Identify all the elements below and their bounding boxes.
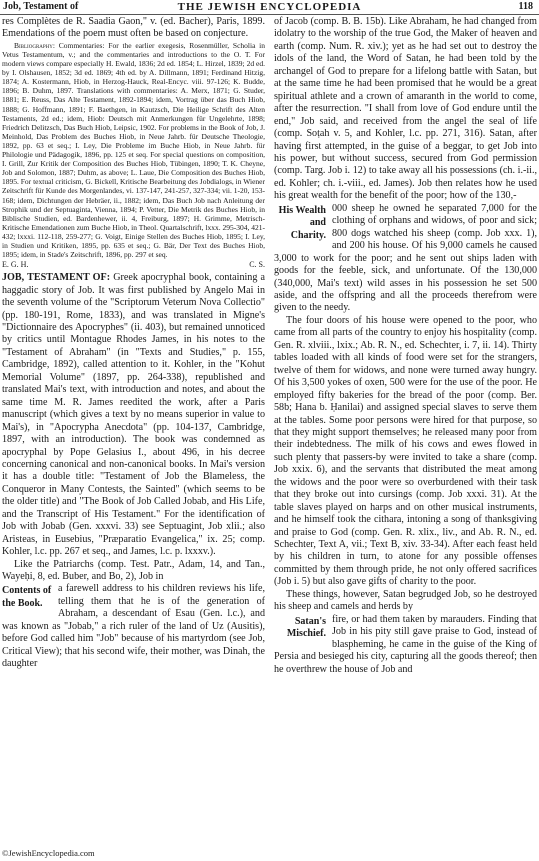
- page-header: [0, 0, 539, 14]
- signature-initials-left: E. G. H.: [2, 260, 29, 270]
- right-paragraph-4-end: fire, or had them taken by marauders. Finding that Job in his pity still gave praise to God, instead of blaspheming, he came in the guise of the King of Persia and besieged his city, capturing all the goods thereof; then he overthrew the house of Job and: [274, 613, 537, 675]
- left-column: [2, 16, 265, 671]
- right-paragraph-1: of Jacob (comp. B. B. 15b). Like Abraham, he had changed from idolatry to the worship of the true God, the Maker of heaven and earth (comp. Num. R. xiv.); yet as he had set out to destroy the idols of the land, the Word of Satan, he had been told by the archangel of God to prepare for a lifelong battle with Satan, but at the same time he had been promised that he would be a great spiritual athlete and a crown of amaranth in the world to come, after the resurrection. "I shall from love of God endure until the end," Job said, and received from the angel the seal of life (comp. Soṭah v. 5, and Kohler, l.c. pp. 271, 316). Satan, after having first attempted, in the guise of a beggar, to get Job into his power, but without success, secured from God permission (comp. Targ. Job i. 12) to take away all his possessions (ch. i.-ii., ed. Kohler; ch. i.-viii., ed. James). Job then relates how he used his great wealth for the benefit of the poor; how of the 130,-: [274, 16, 537, 202]
- right-paragraph-4-start: These things, however, Satan begrudged Job, so he destroyed his sheep and camels and herds by: [274, 588, 537, 613]
- article-opening-paragraph: [2, 272, 265, 558]
- right-paragraph-3: The four doors of his house were opened to the poor, who came from all parts of the country to enjoy his hospitality (comp. Gen. R. xlviii., lxix.; Ab. R. N., ed. Schechter, i. 7, ii. 14). Thirty tables loaded with all kinds of food were set for the strangers, twelve of them for widows, and none were turned away hungry. Of his 3,500 yokes of oxen, 500 were for the use of the poor. He employed fifty bakeries for the bread of the poor (comp. Ber. 58b; Hana b. Ḥanilai) and assigned special slaves to serve them at the tables. Some poor persons were hired for that purpose, so that they might support themselves; he released many poor from their indebtedness. The milk of his cows and ewes flowed in such plenty that passers-by were invited to take a share (comp. Job xxix. 6), and the servants that distributed the meat among the widows and the poor were so overburdened with their task that they broke out into cursings (comp. Job xxxi. 31). At the table slaves played on harps and on other musical instruments, and he himself took the cithara, intoning a song of thanksgiving and praise to God (comp. Gen. R. xlix., liv., and Ab. R. N., ed. Schechter, Text A, vii.; Text B, xiv. 33-34). After each feast held by his children in turn, to atone for any possible offenses committed by them through pride, he not only offered sacrifices (Job i. 5) but also gave gifts of charity to the poor.: [274, 314, 537, 588]
- publication-title: THE JEWISH ENCYCLOPEDIA: [177, 1, 362, 13]
- article-paragraph-1: Greek apocryphal book, containing a haggadic story of Job. It was first published by Angelo Mai in the seventh volume of the "Scriptorum Veterum Nova Collectio" (pp. 180-191, Rome, 1833), and was translated in Migne's "Dictionnaire des Apocryphes" (ii. 403), but remained unnoticed by critics until Montague Rhodes James, in his notes to the "Testament of Abraham" (in "Texts and Studies," p. 155, Cambridge, 1892), called attention to it. Kohler, in the "Kohut Memorial Volume" (1897, pp. 264-338), republished and translated Mai's text, with introduction and notes, and about the same time M. R. James reedited the work, after a Paris manuscript (which gives a text by no means superior in value to Mai's), in "Apocrypha Anecdota" (pp. 104-137, Cambridge, 1897, with an introduction). The book was condemned as apocryphal by Pope Gelasius I., about 496, in his decree concerning canonical and non-canonical books. In Mai's version it has a double title: "Testament of Job the Blameless, the Conqueror in Many Contests, the Sainted" (which seems to be the older title) and "The Book of Job Called Jobab, and His Life, and the Transcript of His Testament." For the identification of Job with Jobab (Gen. xxxvi. 33) see Septuagint, Job xlii.; also Aristeas, in Eusebius, "Præparatio Evangelica," ix. 25; comp. Kohler, l.c. pp. 267 et seq., and James, l.c. p. lxxxv.).: [2, 272, 266, 558]
- header-rule: [0, 14, 539, 15]
- sidenote-his-wealth-and-charity: His Wealth and Charity.: [278, 204, 326, 241]
- article-paragraph-2-end: a farewell address to his children reviews his life, telling them that he is of the generation of Abraham, a descendant of Esau (Gen. l.c.), and was known as "Jobab," a rich ruler of the land of Uz (Ausitis), before God called him "Job" because of his martyrdom (see Job, Critical View); that his second wife, their mother, was Dinah, the daughter: [2, 583, 265, 670]
- bibliography: [2, 41, 265, 259]
- sidenote-contents-of-the-book: Contents of the Book.: [2, 585, 52, 609]
- right-paragraph-2: 000 sheep he owned he separated 7,000 for the clothing of orphans and widows, of poor and sick; 800 dogs watched his sheep (comp. Job xxx. 1), and 200 his house. Of his 9,000 camels he caused 3,000 to work for the poor; and he sent out ships laden with goods for the feeble, sick, and unfortunate. Of the 130,000 (340,000, Mai's text) wild asses in his possession he set 500 aside, and the offspring and all the proceeds therefrom were given to the needy.: [274, 202, 537, 314]
- signature-initials-right: C. S.: [249, 260, 265, 270]
- article-paragraph-2-start: Like the Patriarchs (comp. Test. Patr., Adam, 14, and Tan., Wayeḥi, 8, ed. Buber, and Bo, 2), Job in: [2, 558, 265, 583]
- page-number: 118: [518, 1, 533, 12]
- running-head-title: Job, Testament of: [3, 1, 79, 12]
- footer-copyright: ©JewishEncyclopedia.com: [2, 848, 95, 858]
- sidenote-satans-mischief: Satan's Mischief.: [286, 615, 326, 640]
- bibliography-label: Bibliography:: [14, 40, 55, 50]
- article-title: JOB, TESTAMENT OF:: [2, 272, 111, 284]
- right-column: [274, 16, 537, 676]
- author-signature: [2, 260, 265, 270]
- previous-article-ending: res Complètes de R. Saadia Gaon," v. (ed. Bacher), Paris, 1899. Emendations of the poem must often be based on conjecture.: [2, 16, 265, 40]
- bibliography-text: Commentaries: For the earlier exegesis, Rosenmüller, Scholia in Vetus Testamentum, v.; and the commentaries and introductions to the O. T. For modern views compare especially H. Ewald, 1836; 2d ed. 1854; L. Hirzel, 1839; 2d ed. by I. Olshausen, 1852; 3d ed. 1869; 4th ed. by A. Dillmann, 1891; Ferdinand Hitzig, 1874; A. Kostermann, Hiob, in Herzog-Hauck, Real-Encyc. viii. 97-126; K. Budde, 1896; B. Duhm, 1897. Translations with commentaries: A. Merx, 1871; G. Studer, 1881; E. Reuss, Das Alte Testament, 1892-1894; idem, Vortrag über das Buch Hiob, 1888; G. Hoffmann, 1891; F. Baethgen, in Kautzsch, Die Heilige Schrift des Alten Testaments, 2d ed.; idem, Hiob: Deutsch mit Anmerkungen für Ungelehrte, 1898; Friedrich Delitzsch, Das Buch Hiob, Leipsic, 1902. For problems in the Book of Job, J. Meinhold, Das Problem des Buches Hiob, in Neue Jahrb. für Deutsche Theologie, 1892, pp. 63 et seq.; I. Ley, Die Probleme im Buche Hiob, in Neue Jahrb. für Philologie und Pädagogik, 1896, pp. 125 et seq. For special questions on composition, I. Grill, Zur Kritik der Composition des Buches Hiob, Tübingen, 1890; T. K. Cheyne, Job and Solomon, 1887; Duhm, as above; L. Laue, Die Composition des Buches Hiob, 1895. For textual criticism, G. Bickell, Kritische Bearbeitung des Jobdialogs, in Wiener Zeitschrift für Kunde des Morgenlandes, vi. 137-147, 241-257, 327-334; vii. 1-20, 153-168; idem, Dichtungen der Hebräer, ii., 1882; idem, Das Buch Job nach Anleitung der Strophik und der Septuaginta, Vienna, 1894; P. Vetter, Die Metrik des Buches Hiob, in Biblische Studien, ed. Bardenhewer, ii. 4, Freiburg, 1897; H. Grimme, Metrisch-Kritische Emendationen zum Buche Hiob, in Theol. Quartalschrift, lxxx. 295-304, 421-432; lxxxi. 112-118, 259-277; G. Voigt, Einige Stellen des Buches Hiob, 1895; I. Ley, in Studien und Kritiken, 1895, pp. 635 et seq.; G. Bär, Der Text des Buches Hiob, 1895; idem, in Stade's Zeitschrift, 1896, pp. 297 et seq.: [2, 40, 265, 260]
